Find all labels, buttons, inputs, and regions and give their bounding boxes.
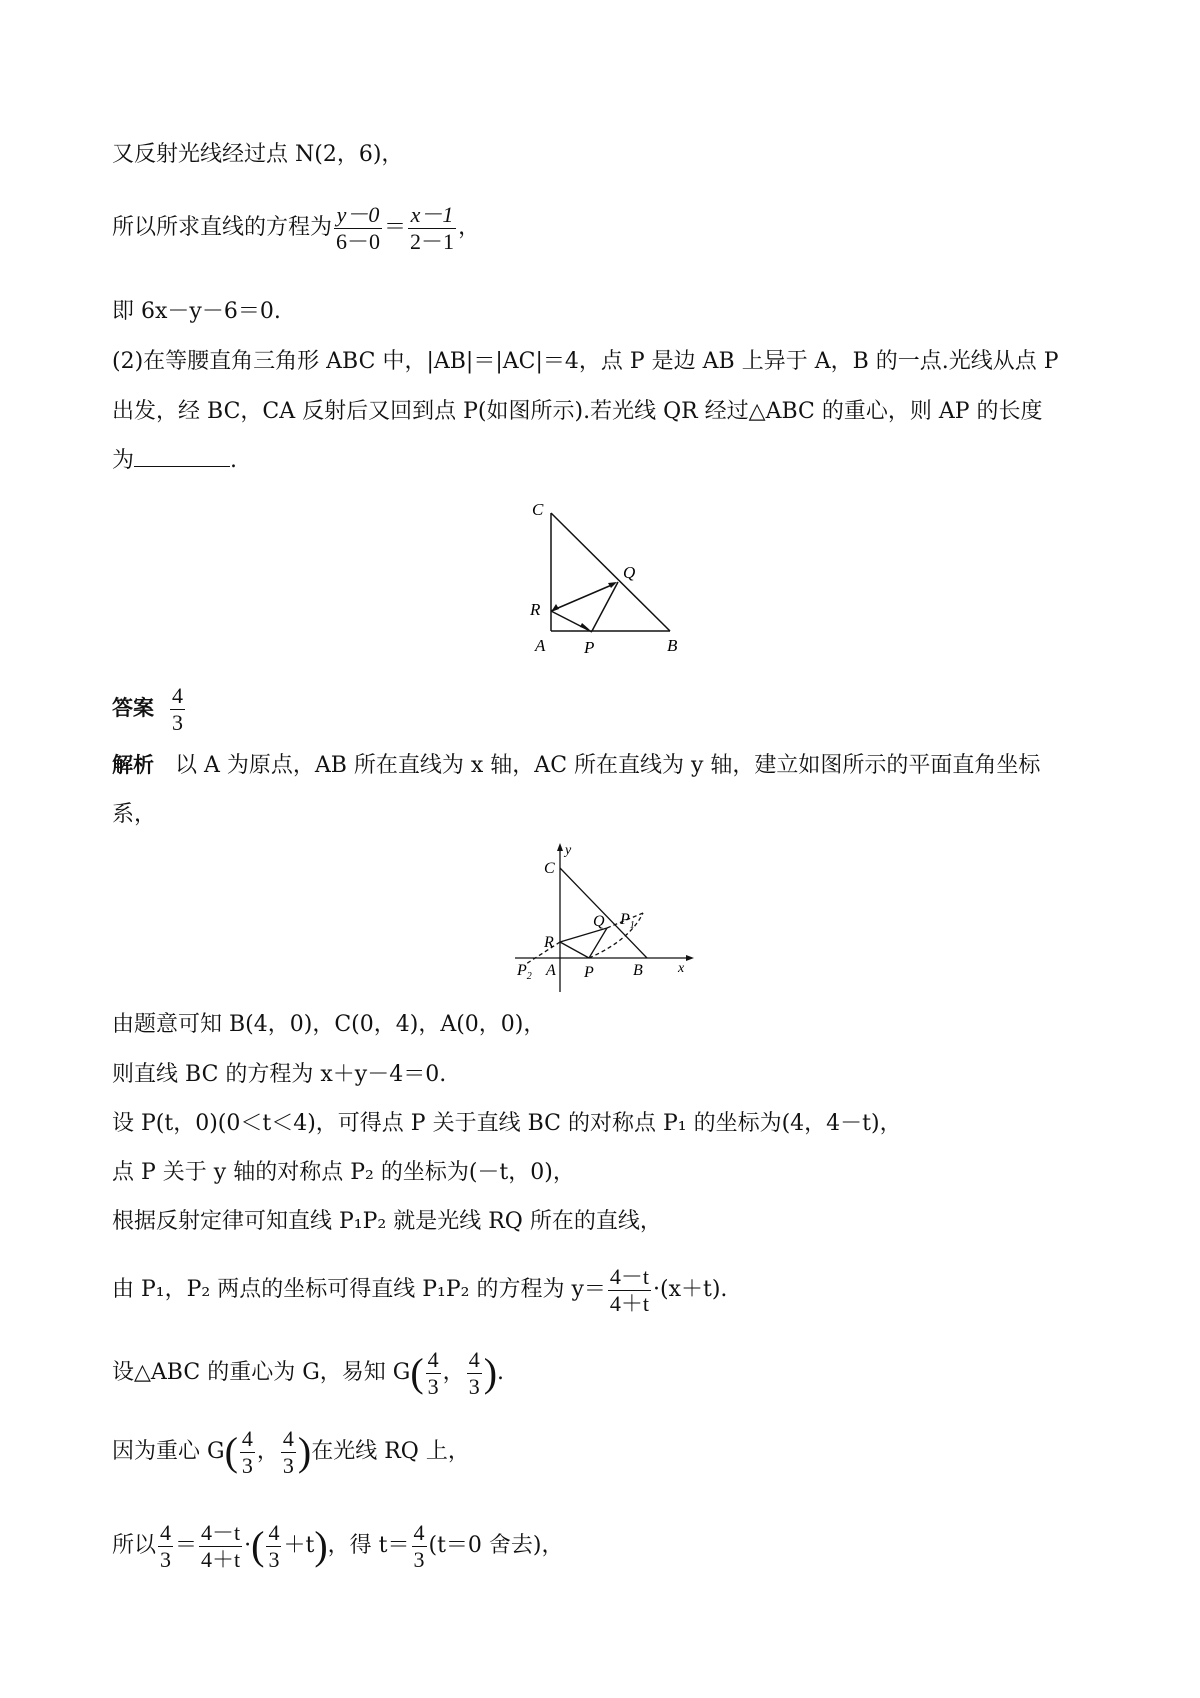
paren-right: ) xyxy=(297,1429,312,1474)
text-fragment: 因为重心 G xyxy=(112,1439,225,1464)
denominator: 6－0 xyxy=(336,228,381,254)
label-a: A xyxy=(546,962,556,979)
label-b: B xyxy=(667,636,678,655)
label-q: Q xyxy=(593,913,605,930)
equation-line xyxy=(112,200,480,256)
text-line: 设 P(t，0)(0＜t＜4)，可得点 P 关于直线 BC 的对称点 P₁ 的坐标为(4，4－t)， xyxy=(112,1111,902,1136)
text-fragment: 所以 xyxy=(112,1533,157,1558)
label-r: R xyxy=(544,934,554,951)
denominator: 4＋t xyxy=(609,1290,650,1316)
numerator: y－0 xyxy=(334,202,382,229)
numerator: 4 xyxy=(160,1519,172,1545)
label-b: B xyxy=(633,962,643,979)
label-p1-main: P xyxy=(620,911,630,928)
text-line: (2)在等腰直角三角形 ABC 中，|AB|＝|AC|＝4，点 P 是边 AB 上异于 A，B 的一点.光线从点 P xyxy=(112,349,1059,374)
answer-blank xyxy=(134,446,230,467)
numerator: 4 xyxy=(172,682,183,708)
label-p2-sub: 2 xyxy=(526,971,532,982)
fraction xyxy=(608,1264,651,1317)
denominator: 2－1 xyxy=(410,228,455,254)
numerator: x－1 xyxy=(408,202,456,229)
text-fragment: (t＝0 舍去)， xyxy=(428,1533,564,1558)
label-p: P xyxy=(584,638,595,657)
ray-rp xyxy=(551,611,592,632)
numerator: 4 xyxy=(427,1346,439,1372)
denominator: 3 xyxy=(160,1546,172,1572)
numerator: 4 xyxy=(282,1425,294,1451)
denominator: 3 xyxy=(427,1373,439,1399)
arrowhead xyxy=(551,604,559,612)
text-line: 即 6x－y－6＝0. xyxy=(112,299,281,324)
text-fragment: 设△ABC 的重心为 G，易知 G xyxy=(112,1360,411,1385)
text-line: 又反射光线经过点 N(2，6)， xyxy=(112,142,404,167)
y-axis-arrow-icon xyxy=(557,843,563,851)
label-y: y xyxy=(565,843,572,858)
label-r: R xyxy=(530,600,541,619)
equation-line xyxy=(112,1262,727,1318)
text-fragment: ＋t xyxy=(283,1533,315,1558)
fraction xyxy=(266,1520,281,1573)
fraction xyxy=(408,202,456,255)
text-fragment: . xyxy=(497,1360,505,1385)
numerator: 4 xyxy=(241,1425,253,1451)
denominator: 3 xyxy=(413,1546,425,1572)
dot: · xyxy=(244,1533,252,1558)
fraction xyxy=(426,1347,441,1400)
denominator: 4＋t xyxy=(201,1546,241,1572)
denominator: 3 xyxy=(282,1452,294,1478)
text-fragment: 由 P₁，P₂ 两点的坐标可得直线 P₁P₂ 的方程为 y＝ xyxy=(112,1277,606,1302)
numerator: 4 xyxy=(268,1519,280,1545)
paren-right: ) xyxy=(483,1350,498,1395)
label-x: x xyxy=(678,961,685,976)
fraction xyxy=(199,1520,242,1573)
x-axis-arrow-icon xyxy=(686,955,694,961)
paren-right: ) xyxy=(314,1523,328,1568)
denominator: 3 xyxy=(172,709,183,735)
text-fragment: 为 xyxy=(112,448,135,473)
text-line: 点 P 关于 y 轴的对称点 P₂ 的坐标为(－t，0)， xyxy=(112,1160,575,1185)
ray-pq xyxy=(592,582,618,631)
denominator: 3 xyxy=(241,1452,253,1478)
equals-sign: ＝ xyxy=(384,215,407,240)
label-p: P xyxy=(584,964,594,981)
text-line: 出发，经 BC，CA 反射后又回到点 P(如图所示).若光线 QR 经过△ABC 的重心，则 AP 的长度 xyxy=(112,399,1043,424)
segment-rp xyxy=(560,942,589,958)
numerator: 4－t xyxy=(609,1263,650,1289)
text-fragment: ·(x＋t). xyxy=(653,1277,728,1302)
text-fragment: ， xyxy=(458,215,481,240)
text-line xyxy=(112,446,237,476)
fraction xyxy=(412,1520,427,1573)
denominator: 3 xyxy=(468,1373,480,1399)
fraction xyxy=(240,1426,255,1479)
paren-left: ( xyxy=(224,1429,238,1474)
text-fragment: 以 A 为原点，AB 所在直线为 x 轴，AC 所在直线为 y 轴，建立如图所示的平面直角坐标 xyxy=(174,753,1041,778)
comma: ， xyxy=(256,1439,279,1464)
paren-left: ( xyxy=(251,1523,265,1568)
label-p1 xyxy=(619,911,635,931)
equals-sign: ＝ xyxy=(175,1533,198,1558)
equation-line xyxy=(112,1345,504,1401)
fraction xyxy=(281,1426,296,1479)
fraction xyxy=(158,1520,173,1573)
text-line: 由题意可知 B(4，0)，C(0，4)，A(0，0)， xyxy=(112,1012,546,1037)
text-line: 系， xyxy=(112,802,157,827)
analysis-line xyxy=(112,750,1040,781)
fraction xyxy=(467,1347,482,1400)
equation-line xyxy=(112,1424,470,1480)
text-fragment: ，得 t＝ xyxy=(327,1533,410,1558)
coordinate-figure xyxy=(510,840,700,1000)
label-c: C xyxy=(532,500,544,519)
numerator: 4－t xyxy=(201,1519,241,1545)
label-p1-sub: 1 xyxy=(629,920,635,931)
label-p2-main: P xyxy=(517,962,527,979)
numerator: 4 xyxy=(468,1346,480,1372)
analysis-label: 解析 xyxy=(112,753,154,777)
text-line: 则直线 BC 的方程为 x＋y－4＝0. xyxy=(112,1062,447,1087)
label-q: Q xyxy=(623,563,636,582)
label-p2 xyxy=(516,962,532,982)
label-c: C xyxy=(544,860,555,877)
text-line: 根据反射定律可知直线 P₁P₂ 就是光线 RQ 所在的直线， xyxy=(112,1209,662,1234)
equation-line xyxy=(112,1518,564,1574)
numerator: 4 xyxy=(413,1519,425,1545)
label-a: A xyxy=(535,636,546,655)
denominator: 3 xyxy=(268,1546,280,1572)
side-bc xyxy=(551,513,670,631)
triangle-figure xyxy=(520,495,710,660)
text-fragment: . xyxy=(230,448,238,473)
fraction xyxy=(334,202,382,255)
answer-label: 答案 xyxy=(112,696,154,720)
comma: ， xyxy=(442,1360,465,1385)
text-fragment: 所以所求直线的方程为 xyxy=(112,215,333,240)
answer-line xyxy=(112,680,187,737)
dashed-rp2 xyxy=(526,942,560,964)
text-fragment: 在光线 RQ 上， xyxy=(311,1439,470,1464)
paren-left: ( xyxy=(410,1350,424,1395)
answer-fraction xyxy=(170,683,185,736)
